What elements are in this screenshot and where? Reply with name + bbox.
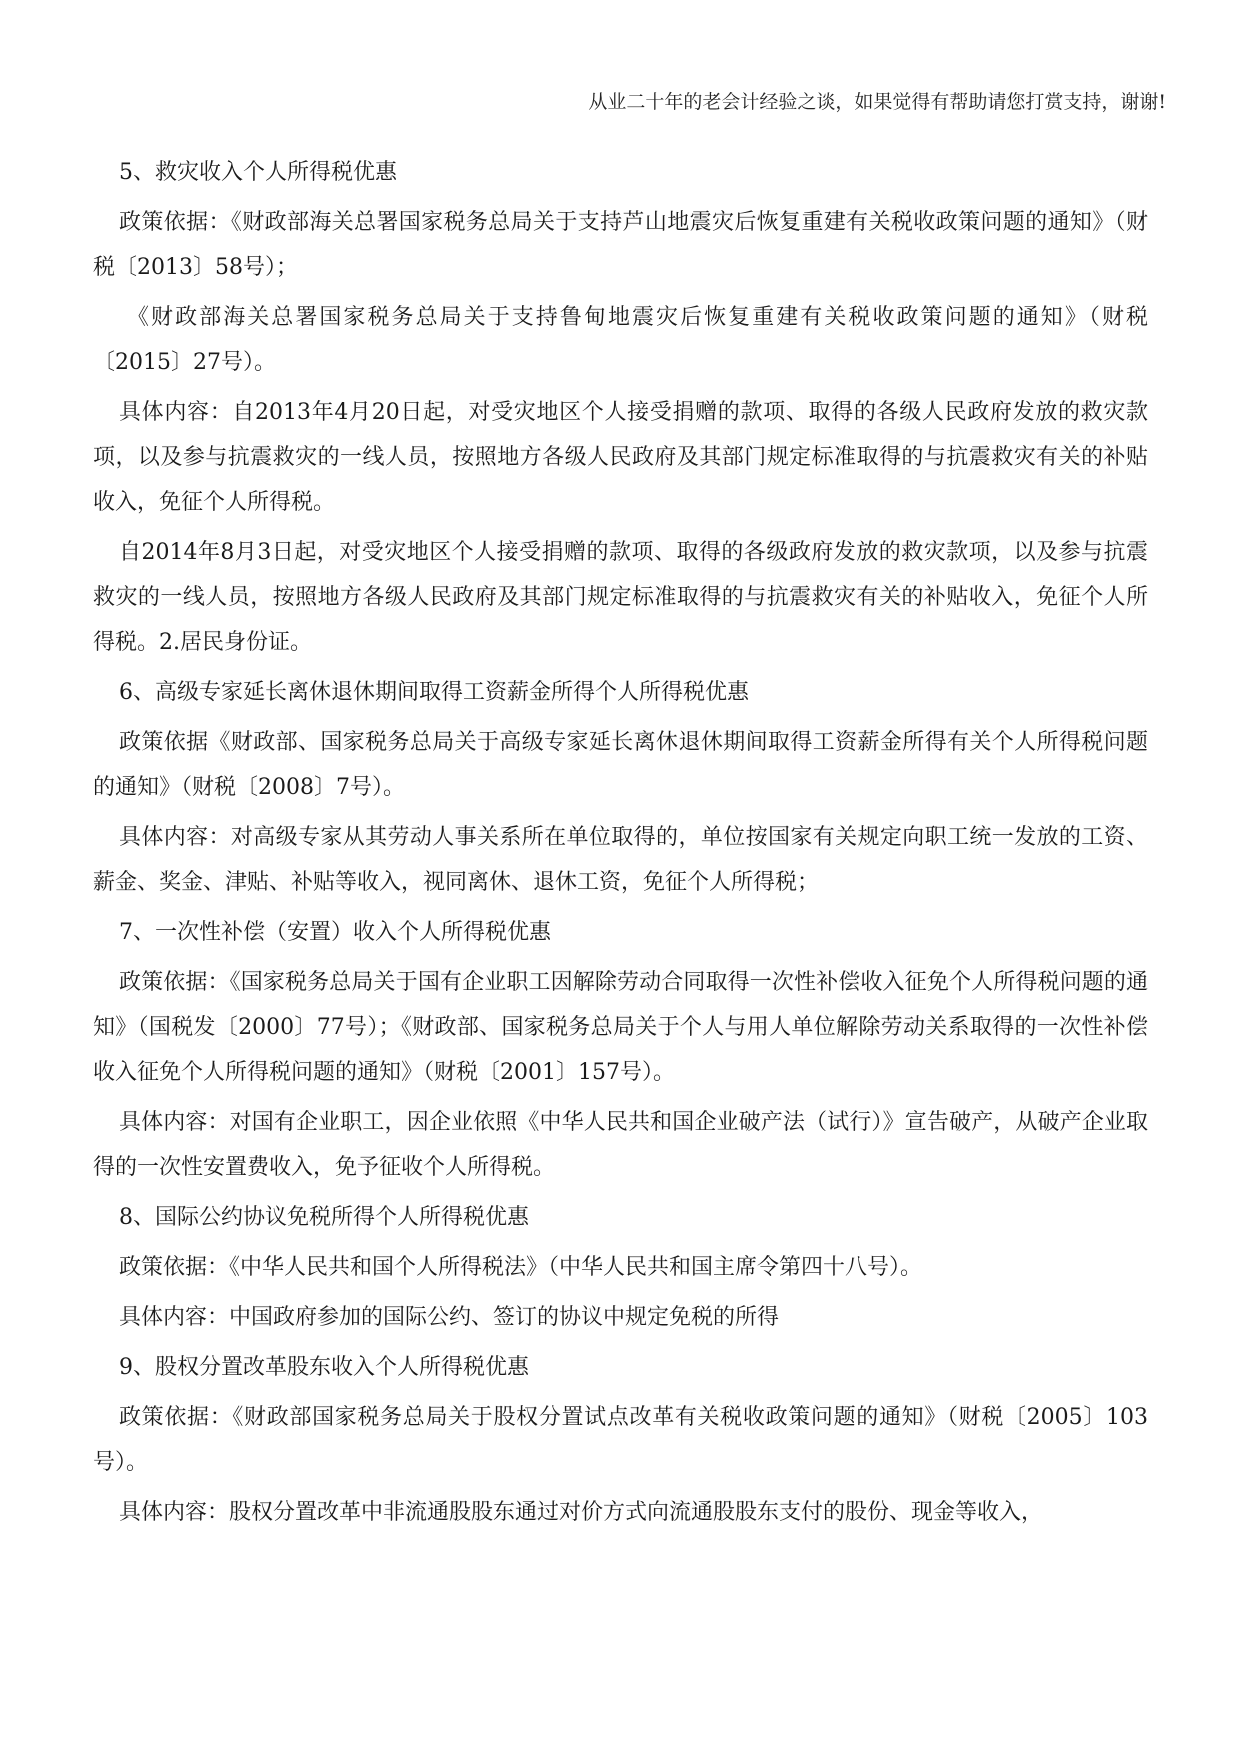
policy-basis-paragraph: 政策依据《财政部、国家税务总局关于高级专家延长离休退休期间取得工资薪金所得有关个人所得税问题的通知》（财税〔2008〕7号）。 [93,730,1148,800]
policy-basis-paragraph: 《财政部海关总署国家税务总局关于支持鲁甸地震灾后恢复重建有关税收政策问题的通知》（财税〔2015〕27号）。 [93,305,1148,375]
header-note: 从业二十年的老会计经验之谈，如果觉得有帮助请您打赏支持，谢谢! [588,91,1166,113]
content-paragraph: 具体内容：对国有企业职工，因企业依照《中华人民共和国企业破产法（试行）》宣告破产，从破产企业取得的一次性安置费收入，免予征收个人所得税。 [93,1110,1148,1180]
document-body [93,150,1148,1540]
policy-basis-paragraph: 政策依据：《中华人民共和国个人所得税法》（中华人民共和国主席令第四十八号）。 [119,1255,923,1280]
content-paragraph: 自2014年8月3日起，对受灾地区个人接受捐赠的款项、取得的各级政府发放的救灾款项，以及参与抗震救灾的一线人员，按照地方各级人民政府及其部门规定标准取得的与抗震救灾有关的补贴收入，免征个人所得税。2.居民身份证。 [93,540,1148,655]
policy-basis-paragraph: 政策依据：《财政部海关总署国家税务总局关于支持芦山地震灾后恢复重建有关税收政策问题的通知》（财税〔2013〕58号）； [93,210,1148,280]
section-heading-8: 8、国际公约协议免税所得个人所得税优惠 [119,1205,529,1230]
section-heading-5: 5、救灾收入个人所得税优惠 [119,160,397,185]
content-paragraph: 具体内容：中国政府参加的国际公约、签订的协议中规定免税的所得 [119,1305,780,1330]
section-heading-9: 9、股权分置改革股东收入个人所得税优惠 [119,1355,529,1380]
section-heading-6: 6、高级专家延长离休退休期间取得工资薪金所得个人所得税优惠 [119,680,749,705]
content-paragraph: 具体内容：对高级专家从其劳动人事关系所在单位取得的，单位按国家有关规定向职工统一发放的工资、薪金、奖金、津贴、补贴等收入，视同离休、退休工资，免征个人所得税； [93,825,1148,895]
section-heading-7: 7、一次性补偿（安置）收入个人所得税优惠 [119,920,551,945]
content-paragraph: 具体内容：股权分置改革中非流通股股东通过对价方式向流通股股东支付的股份、现金等收入， [119,1500,1044,1525]
policy-basis-paragraph: 政策依据：《财政部国家税务总局关于股权分置试点改革有关税收政策问题的通知》（财税〔2005〕103号）。 [93,1405,1148,1475]
policy-basis-paragraph: 政策依据：《国家税务总局关于国有企业职工因解除劳动合同取得一次性补偿收入征免个人所得税问题的通知》（国税发〔2000〕77号）；《财政部、国家税务总局关于个人与用人单位解除劳动关系取得的一次性补偿收入征免个人所得税问题的通知》（财税〔2001〕157号）。 [93,970,1148,1085]
content-paragraph: 具体内容：自2013年4月20日起，对受灾地区个人接受捐赠的款项、取得的各级人民政府发放的救灾款项，以及参与抗震救灾的一线人员，按照地方各级人民政府及其部门规定标准取得的与抗震救灾有关的补贴收入，免征个人所得税。 [93,400,1148,515]
